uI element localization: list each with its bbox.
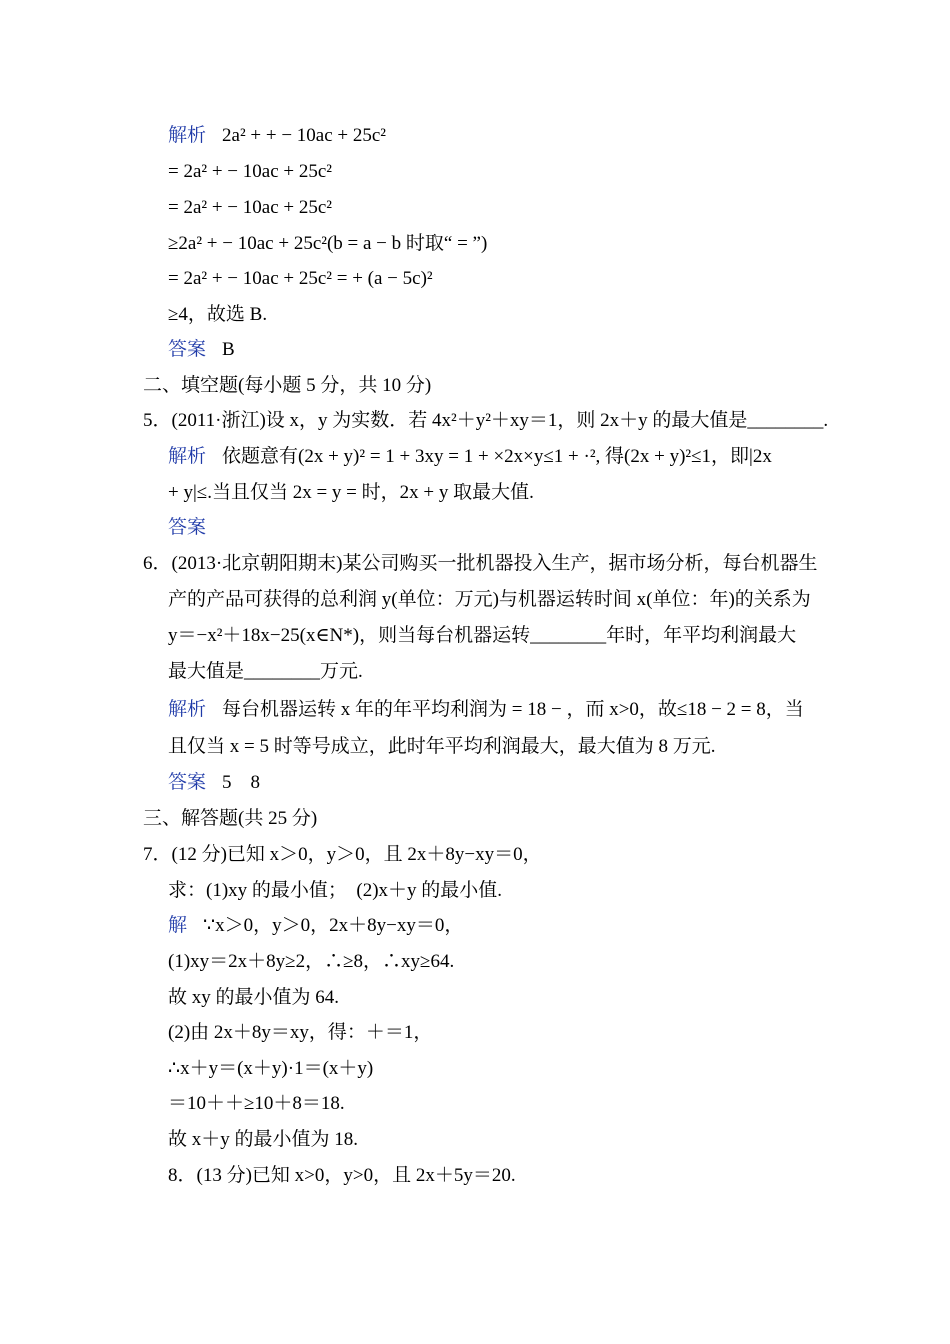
line-label: 解析: [168, 699, 207, 720]
section-heading: [143, 374, 431, 398]
text-line: [168, 1092, 345, 1116]
line-text: y＝−x²＋18x−25(x∈N*)，则当每台机器运转________年时，年平均利润最大: [168, 625, 797, 646]
text-line: [168, 196, 332, 220]
line-text: ∴x＋y＝(x＋y)·1＝(x＋y): [168, 1058, 374, 1079]
line-text: 5 8: [222, 772, 261, 793]
question-line: [143, 552, 817, 576]
text-line: [168, 1021, 432, 1045]
text-line: [168, 624, 796, 648]
text-line: [168, 516, 222, 540]
line-text: 每台机器运转 x 年的年平均利润为 = 18 − ，而 x>0，故≤18 − 2 = 8，当: [222, 699, 804, 720]
text-line: [168, 950, 454, 974]
line-text: = 2a² + − 10ac + 25c²: [168, 197, 332, 218]
line-text: 三、解答题(共 25 分): [143, 808, 318, 829]
line-text: 5．(2011·浙江)设 x，y 为实数．若 4x²＋y²＋xy＝1，则 2x＋y 的最大值是________.: [143, 410, 829, 431]
text-line: [168, 481, 534, 505]
line-label: 答案: [168, 517, 207, 538]
line-text: 且仅当 x = 5 时等号成立，此时年平均利润最大，最大值为 8 万元.: [168, 736, 716, 757]
text-line: [168, 1057, 373, 1081]
line-text: ∵x＞0，y＞0，2x＋8y−xy＝0，: [203, 915, 464, 936]
line-text: 求：(1)xy 的最小值； (2)x＋y 的最小值.: [168, 880, 503, 901]
text-line: [168, 1128, 358, 1152]
text-line: [168, 879, 502, 903]
line-text: 最大值是________万元.: [168, 661, 363, 682]
line-label: 解析: [168, 446, 207, 467]
text-line: [168, 445, 772, 469]
line-text: B: [222, 339, 235, 360]
line-text: 依题意有(2x + y)² = 1 + 3xy = 1 + ×2x×y≤1 + ·², 得(2x + y)²≤1，即|2x: [222, 446, 772, 467]
text-line: [168, 232, 487, 256]
line-text: = 2a² + − 10ac + 25c² = + (a − 5c)²: [168, 268, 433, 289]
line-text: 7．(12 分)已知 x＞0，y＞0，且 2x＋8y−xy＝0，: [143, 844, 542, 865]
text-line: [168, 124, 386, 148]
question-line: [168, 1164, 516, 1188]
line-text: (2)由 2x＋8y＝xy，得：＋＝1，: [168, 1022, 433, 1043]
text-line: [168, 698, 804, 722]
line-text: 8．(13 分)已知 x>0，y>0，且 2x＋5y＝20.: [168, 1165, 516, 1186]
line-text: ＝10＋＋≥10＋8＝18.: [168, 1093, 345, 1114]
question-line: [143, 409, 828, 433]
line-text: 故 x＋y 的最小值为 18.: [168, 1129, 359, 1150]
text-line: [168, 160, 332, 184]
section-heading: [143, 807, 317, 831]
line-label: 答案: [168, 772, 207, 793]
text-line: [168, 267, 433, 291]
text-line: [168, 914, 463, 938]
line-text: 6．(2013·北京朝阳期末)某公司购买一批机器投入生产，据市场分析，每台机器生: [143, 553, 818, 574]
question-line: [143, 843, 542, 867]
line-label: 答案: [168, 339, 207, 360]
text-line: [168, 338, 235, 362]
line-text: 产的产品可获得的总利润 y(单位：万元)与机器运转时间 x(单位：年)的关系为: [168, 589, 811, 610]
line-text: ≥4，故选 B.: [168, 304, 268, 325]
text-line: [168, 588, 811, 612]
line-text: + y|≤.当且仅当 2x = y = 时，2x + y 取最大值.: [168, 482, 534, 503]
line-text: = 2a² + − 10ac + 25c²: [168, 161, 332, 182]
line-text: 二、填空题(每小题 5 分，共 10 分): [143, 375, 432, 396]
line-label: 解析: [168, 125, 207, 146]
line-text: 2a² + + − 10ac + 25c²: [222, 125, 387, 146]
text-line: [168, 986, 339, 1010]
text-line: [168, 303, 267, 327]
text-line: [168, 660, 363, 684]
line-label: 解: [168, 915, 188, 936]
line-text: ≥2a² + − 10ac + 25c²(b = a − b 时取“ = ”): [168, 233, 488, 254]
text-line: [168, 771, 260, 795]
line-text: 故 xy 的最小值为 64.: [168, 987, 340, 1008]
text-line: [168, 735, 715, 759]
line-text: (1)xy＝2x＋8y≥2，∴≥8，∴xy≥64.: [168, 951, 455, 972]
